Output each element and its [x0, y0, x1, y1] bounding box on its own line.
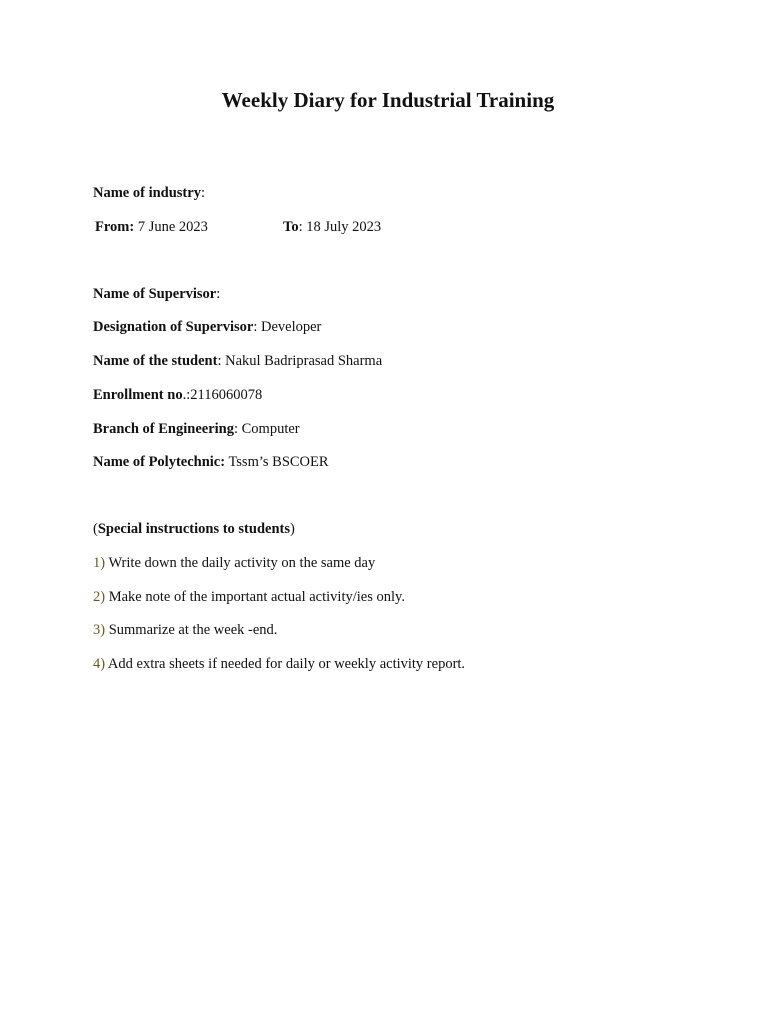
enrollment-label: Enrollment no: [93, 387, 183, 403]
instruction-text: Make note of the important actual activity/ies only.: [105, 589, 405, 605]
enrollment-field: [93, 386, 262, 404]
to-label: To: [283, 219, 299, 235]
instructions-close-paren: ): [290, 521, 295, 537]
polytechnic-value: Tssm’s BSCOER: [225, 454, 329, 470]
student-name-label: Name of the student: [93, 353, 218, 369]
industry-label: Name of industry: [93, 185, 201, 201]
instruction-item: [93, 621, 277, 639]
polytechnic-label: Name of Polytechnic:: [93, 454, 226, 470]
instruction-text: Write down the daily activity on the same day: [105, 555, 376, 571]
industry-field: [93, 184, 205, 202]
instructions-heading: [93, 520, 295, 538]
from-field: [95, 218, 208, 236]
branch-value: : Computer: [233, 421, 300, 437]
industry-separator: :: [200, 185, 205, 201]
from-label: From:: [95, 219, 135, 235]
designation-field: [93, 318, 321, 336]
to-value: : 18 July 2023: [298, 219, 382, 235]
instruction-text: Summarize at the week -end.: [105, 622, 278, 638]
designation-value: : Developer: [253, 319, 322, 335]
instructions-heading-text: Special instructions to students: [97, 521, 290, 537]
branch-field: [93, 420, 300, 438]
supervisor-label: Name of Supervisor: [93, 286, 217, 302]
from-value: 7 June 2023: [134, 219, 208, 235]
instruction-number: 1): [93, 555, 106, 571]
designation-label: Designation of Supervisor: [93, 319, 254, 335]
polytechnic-field: [93, 453, 329, 471]
student-name-value: : Nakul Badriprasad Sharma: [217, 353, 383, 369]
to-field: [283, 218, 381, 236]
instructions-open-paren: (: [93, 521, 98, 537]
instruction-number: 2): [93, 589, 106, 605]
supervisor-field: [93, 285, 220, 303]
student-name-field: [93, 352, 382, 370]
instruction-item: [93, 655, 465, 673]
instruction-item: [93, 588, 405, 606]
instruction-number: 3): [93, 622, 106, 638]
instruction-text: Add extra sheets if needed for daily or weekly activity report.: [105, 656, 466, 672]
instruction-item: [93, 554, 375, 572]
document-title: Weekly Diary for Industrial Training: [221, 88, 555, 112]
instruction-number: 4): [93, 656, 106, 672]
supervisor-separator: :: [216, 286, 221, 302]
branch-label: Branch of Engineering: [93, 421, 234, 437]
enrollment-value: .:2116060078: [182, 387, 263, 403]
